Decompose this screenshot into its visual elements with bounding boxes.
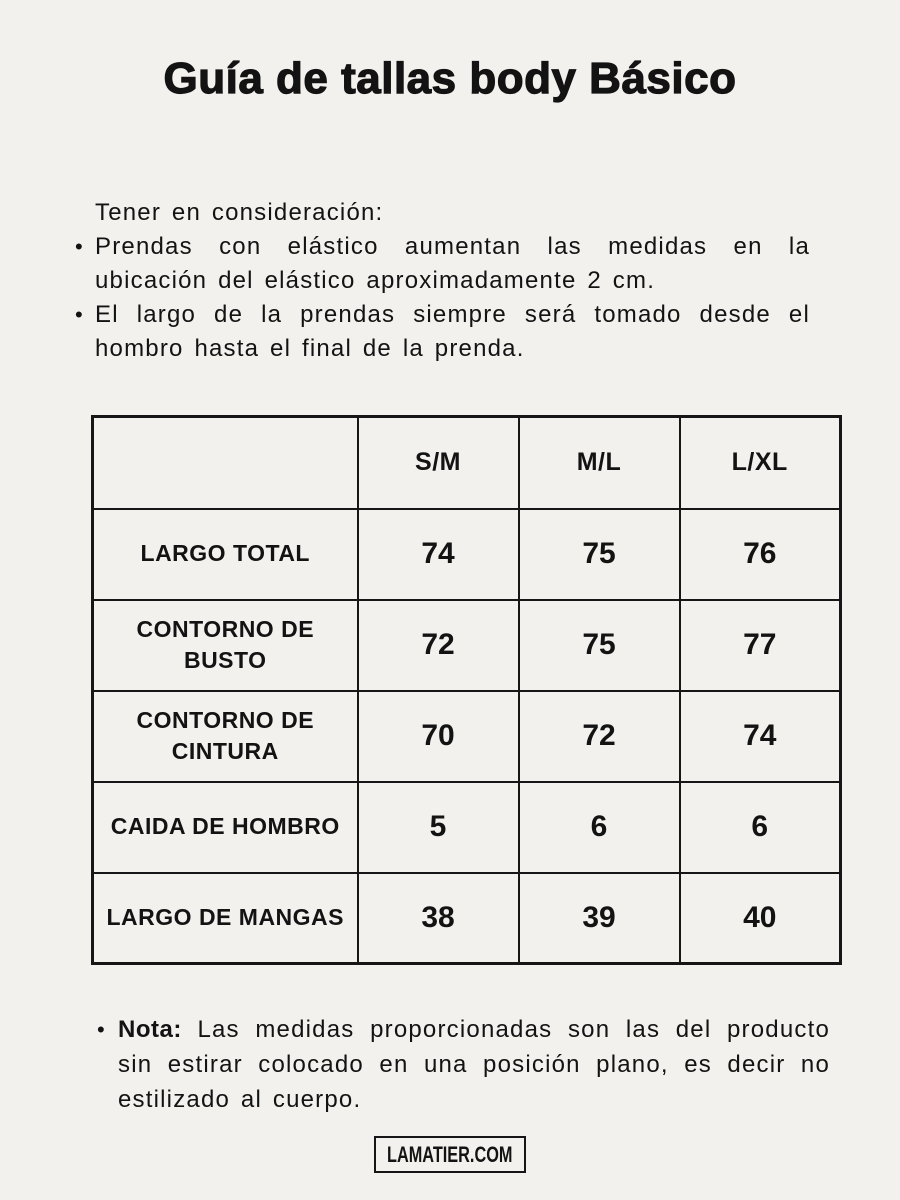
size-value-cell: 72 bbox=[519, 691, 680, 782]
size-table bbox=[91, 415, 842, 965]
size-value-cell: 72 bbox=[358, 600, 519, 691]
size-value-cell: 75 bbox=[519, 600, 680, 691]
size-value-cell: 40 bbox=[680, 873, 841, 964]
size-value-cell: 76 bbox=[680, 509, 841, 600]
row-label-cell: CAIDA DE HOMBRO bbox=[93, 782, 358, 873]
size-value-cell: 70 bbox=[358, 691, 519, 782]
size-value-cell: 6 bbox=[680, 782, 841, 873]
table-corner-cell bbox=[93, 417, 358, 509]
brand-name: LAMATIER.COM bbox=[387, 1141, 513, 1167]
table-row-largo-mangas bbox=[93, 873, 841, 964]
table-row-caida-hombro bbox=[93, 782, 841, 873]
note-section bbox=[97, 1012, 830, 1117]
size-value-cell: 77 bbox=[680, 600, 841, 691]
table-row-contorno-busto bbox=[93, 600, 841, 691]
size-value-cell: 6 bbox=[519, 782, 680, 873]
note-item bbox=[97, 1012, 830, 1117]
note-text: Las medidas proporcionadas son las del producto sin estirar colocado en una posición plano, es decir no estilizado al cuerpo. bbox=[118, 1016, 830, 1113]
size-table-header-row bbox=[93, 417, 841, 509]
row-label-cell: LARGO DE MANGAS bbox=[93, 873, 358, 964]
size-value-cell: 39 bbox=[519, 873, 680, 964]
size-value-cell: 75 bbox=[519, 509, 680, 600]
consideration-item: • Prendas con elástico aumentan las medidas en la ubicación del elástico aproximadamente 2 cm. bbox=[73, 230, 810, 298]
considerations-section bbox=[73, 196, 810, 366]
considerations-heading: Tener en consideración: bbox=[95, 199, 384, 226]
size-column-header-ml: M/L bbox=[519, 417, 680, 509]
brand-box bbox=[374, 1136, 526, 1173]
row-label-cell: CONTORNO DE CINTURA bbox=[93, 691, 358, 782]
table-row-largo-total bbox=[93, 509, 841, 600]
size-value-cell: 5 bbox=[358, 782, 519, 873]
size-value-cell: 74 bbox=[680, 691, 841, 782]
table-row-contorno-cintura bbox=[93, 691, 841, 782]
size-column-header-sm: S/M bbox=[358, 417, 519, 509]
considerations-list bbox=[73, 230, 810, 366]
page-title: Guía de tallas body Básico bbox=[163, 54, 737, 103]
size-value-cell: 38 bbox=[358, 873, 519, 964]
row-label-cell: LARGO TOTAL bbox=[93, 509, 358, 600]
size-value-cell: 74 bbox=[358, 509, 519, 600]
row-label-cell: CONTORNO DE BUSTO bbox=[93, 600, 358, 691]
size-column-header-lxl: L/XL bbox=[680, 417, 841, 509]
note-label: Nota: bbox=[118, 1016, 182, 1043]
consideration-item: • El largo de la prendas siempre será tomado desde el hombro hasta el final de la prenda. bbox=[73, 298, 810, 366]
